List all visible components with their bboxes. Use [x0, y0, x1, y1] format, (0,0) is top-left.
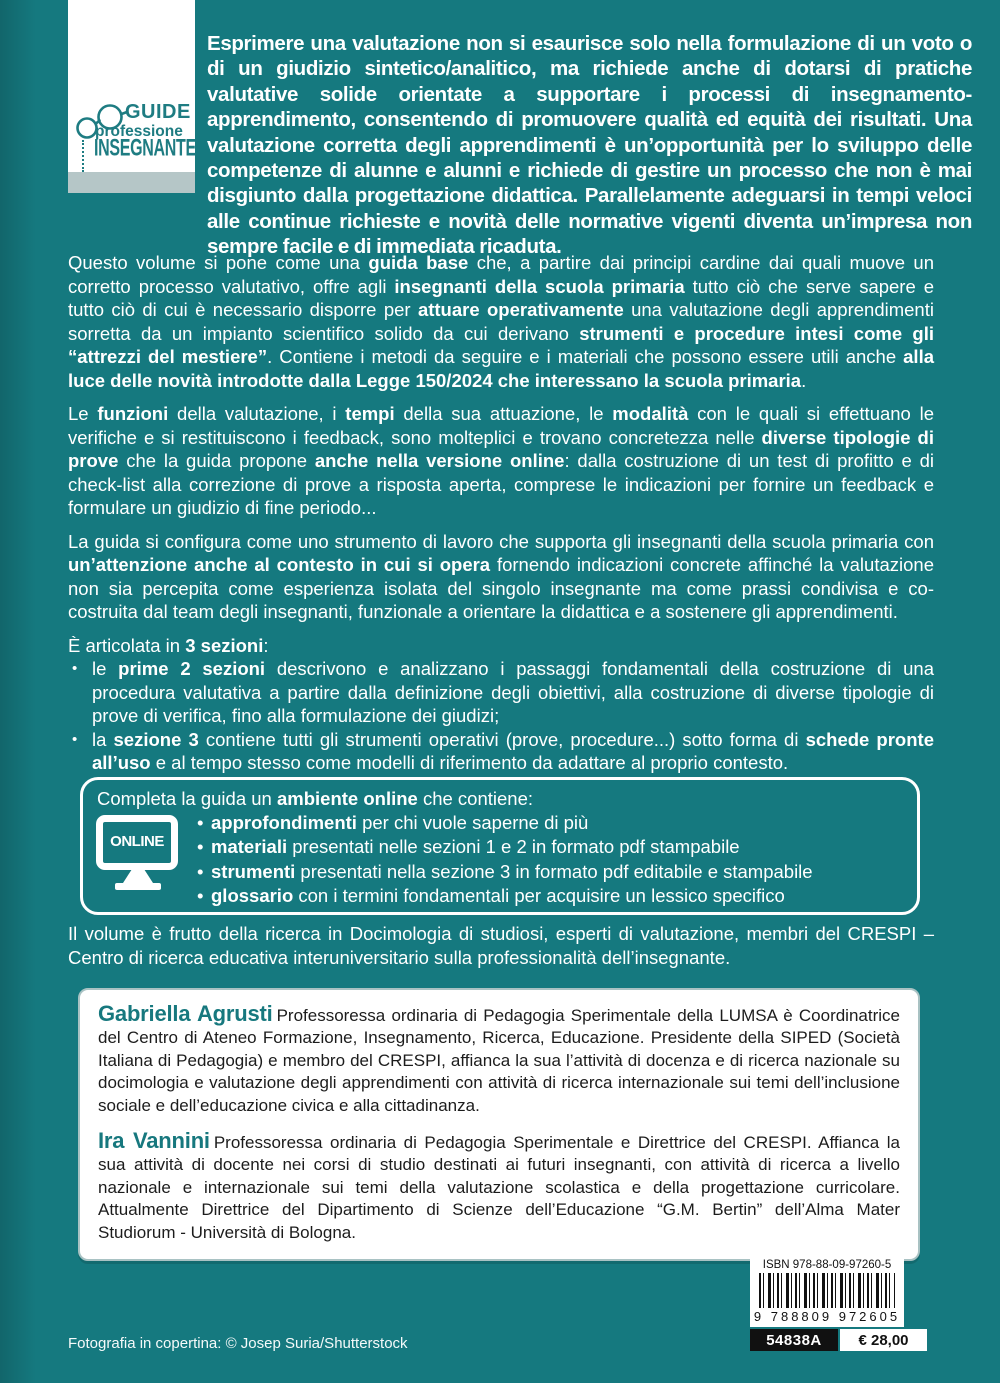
monitor-base [115, 883, 161, 890]
online-resources-box [80, 777, 920, 915]
section-bullet-1: • le prime 2 sezioni descrivono e analizzano i passaggi fondamentali della costruzione di una procedura valutativa a partire dalla definizione degli obiettivi, alla costruzione di diverse tipologie di prove di verifica, fino alla formulazione dei giudizi; [68, 657, 934, 728]
author-name-agrusti: Gabriella Agrusti [98, 1001, 273, 1026]
logo-insegnante-label: INSEGNANTE [94, 136, 196, 162]
author-bio-agrusti [98, 1003, 900, 1117]
paragraph-funzioni: Le funzioni della valutazione, i tempi della sua attuazione, le modalità con le quali si effettuano le verifiche e si restituiscono i feedback, sono molteplici e trovano concretezza nelle diverse tipologie di prove che la guida propone anche nella versione online: dalla costruzione di un test di profitto e di check-list alla correzione di prove a risposta aperta, comprese le indicazioni per fornire un feedback e formulare un giudizio di fine periodo... [68, 403, 935, 518]
online-bullet-strumenti: • strumenti presentati nella sezione 3 in formato pdf editabile e stampabile [197, 860, 903, 884]
publisher-logo [68, 0, 195, 193]
logo-dotted-line [82, 140, 84, 172]
monitor-screen [96, 815, 178, 870]
section-bullet-2: • la sezione 3 contiene tutti gli strumenti operativi (prove, procedure...) sotto forma di schede pronte all’uso e al tempo stesso come modelli di riferimento da adattare al proprio contesto. [68, 728, 934, 775]
crespi-paragraph: Il volume è frutto della ricerca in Docimologia di studiosi, esperti di valutazione, membri del CRESPI – Centro di ricerca educativa interuniversitario sulla professionalità dell’insegnante. [68, 923, 934, 968]
intro-paragraph: Esprimere una valutazione non si esaurisce solo nella formulazione di un voto o di un giudizio sintetico/analitico, ma richiede anche di dotarsi di pratiche valutative solide orientate a supportare i processi di insegnamento-apprendimento, consentendo di promuovere qualità ed equità dei risultati. Una valutazione corretta degli apprendimenti è un’opportunità per lo sviluppo delle competenze di alunne e alunni e richiede di gestire un processo che non è mai disgiunto dalla progettazione didattica. Parallelamente adeguarsi in tempi veloci alle continue richieste e novità delle normative vigenti diventa un’impresa non sempre facile e di immediata ricaduta. [207, 32, 972, 259]
online-label: ONLINE [110, 833, 164, 851]
paragraph-guida-base: Questo volume si pone come una guida base che, a partire dai principi cardine dai quali muove un corretto processo valutativo, offre agli insegnanti della scuola primaria tutto ciò che serve sapere e tutto ciò di cui è necessario disporre per attuare operativamente una valutazione degli apprendimenti sorretta da un impianto scientifico solido da cui derivano strumenti e procedure intesi come gli “attrezzi del mestiere”. Contiene i metodi da seguire e i materiali che possono essere utili anche alla luce delle novità introdotte dalla Legge 150/2024 che interessano la scuola primaria. [68, 252, 935, 391]
isbn-box [750, 1255, 904, 1327]
price: € 28,00 [840, 1329, 927, 1351]
author-bio-vannini [98, 1130, 900, 1244]
barcode-digits: 9 788809 972605 [753, 1309, 901, 1324]
logo-series-label: GUIDE [125, 101, 191, 123]
online-bullet-materiali: • materiali presentati nelle sezioni 1 e 2 in formato pdf stampabile [197, 835, 903, 859]
logo-bottom-strip [68, 172, 195, 193]
sections-heading: È articolata in 3 sezioni: [68, 634, 269, 656]
logo-professione-label: professione [95, 123, 183, 140]
barcode-block [750, 1255, 927, 1351]
paragraph-strumento-di-lavoro: La guida si configura come uno strumento di lavoro che supporta gli insegnanti della scuola primaria con un’attenzione anche al contesto in cui si opera fornendo indicazioni concrete affinché la valutazione non sia percepita come esperienza isolata del singolo insegnante ma come prassi condivisa e co-costruita dal team degli insegnanti, funzionale a orientare la didattica e a sostenere gli apprendimenti. [68, 530, 934, 622]
barcode-stripes [759, 1273, 895, 1308]
author-bio-text-vannini: Professoressa ordinaria di Pedagogia Sperimentale e Direttrice del CRESPI. Affianca la sua attività di docente nei corsi di studio destinati ai futuri insegnanti, con attività di ricerca a livello nazionale e internazionale sui temi della valutazione scolastica e della progettazione curricolare. Attualmente Direttrice del Dipartimento di Scienze dell’Educazione “G.M. Bertin” dell’Alma Mater Studiorum - Università di Bologna. [98, 1133, 900, 1242]
monitor-stand [123, 870, 153, 883]
online-bullet-approfondimenti: • approfondimenti per chi vuole saperne di più [197, 811, 903, 835]
description-column [68, 251, 934, 775]
sections-list [68, 657, 934, 775]
author-name-vannini: Ira Vannini [98, 1128, 210, 1154]
online-heading: Completa la guida un ambiente online che contiene: [97, 788, 534, 809]
photo-credit: Fotografia in copertina: © Josep Suria/Shutterstock [68, 1335, 408, 1352]
authors-box [78, 988, 920, 1261]
online-monitor-icon [96, 815, 180, 890]
isbn-label: ISBN 978-88-09-97260-5 [762, 1259, 892, 1271]
price-row [750, 1329, 927, 1351]
online-bullet-glossario: • glossario con i termini fondamentali per acquisire un lessico specifico [197, 884, 903, 908]
product-code: 54838A [750, 1329, 838, 1351]
author-bio-text-agrusti: Professoressa ordinaria di Pedagogia Sperimentale della LUMSA è Coordinatrice del Centro di Ateneo Formazione, Insegnamento, Ricerca, Educazione. Presidente della SIPED (Società Italiana di Pedagogia) e membro del CRESPI, affianca la sua l’attività di docenza e di ricerca nazionale su docimologia e valutazione degli apprendimenti con attività di ricerca internazionale sui temi dell’inclusione sociale e dell’educazione civica e alla cittadinanza. [98, 1006, 900, 1115]
online-list [97, 811, 903, 908]
spine-shadow [0, 0, 36, 1383]
